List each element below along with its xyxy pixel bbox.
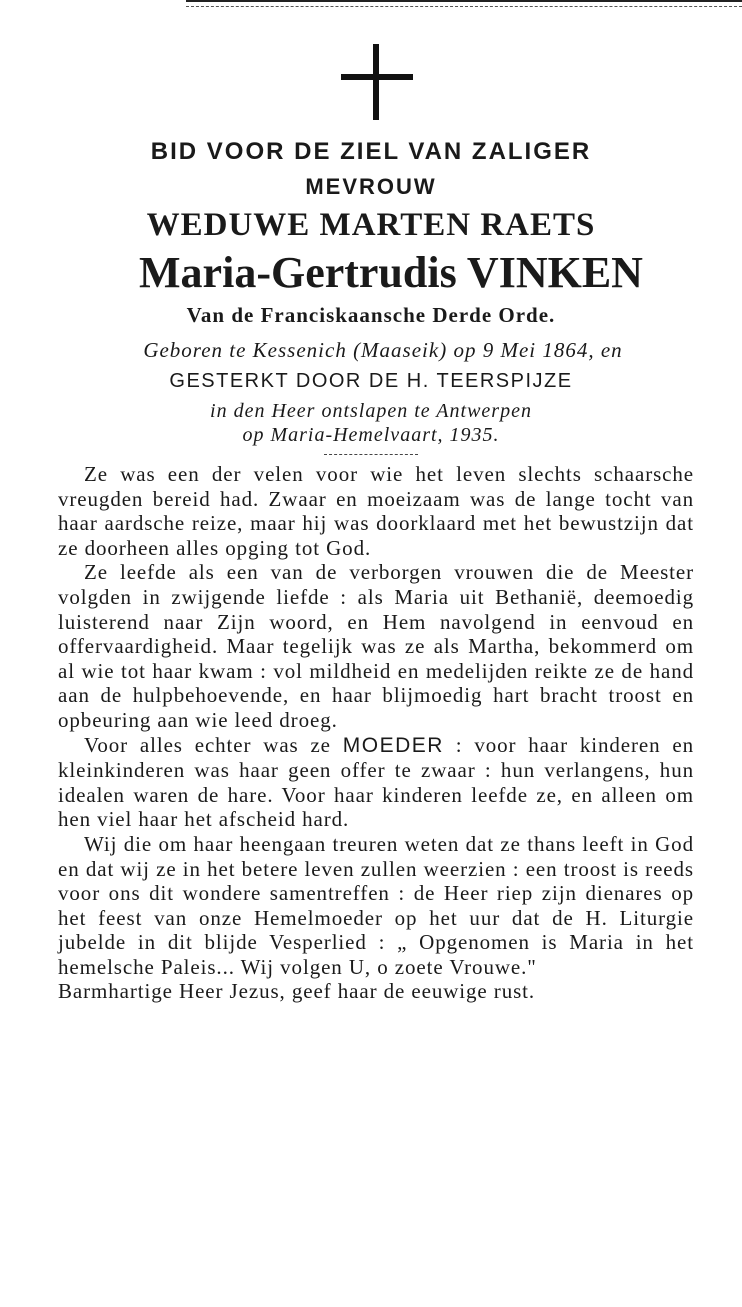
top-border-rule — [186, 0, 742, 7]
widow-of-line: WEDUWE MARTEN RAETS — [146, 207, 596, 243]
deceased-name: Maria-Gertrudis VINKEN — [139, 248, 643, 297]
cross-icon — [341, 44, 413, 120]
heading-mevrouw: MEVROUW — [305, 174, 437, 199]
sacrament-line: GESTERKT DOOR DE H. TEERSPIJZE — [169, 370, 573, 392]
paragraph-mother-intro: Voor alles echter was ze — [84, 732, 343, 757]
paragraph-mother — [58, 733, 694, 832]
paragraph-life: Ze was een der velen voor wie het leven slechts schaarsche vreugden bereid had. Zwaar en moeizaam was de lange tocht van haar aardsche reize, maar hij was doorklaard met het bewustzijn dat ze doorheen alles opging tot God. — [58, 462, 694, 560]
closing-prayer: Barmhartige Heer Jezus, geef haar de eeuwige rust. — [58, 979, 536, 1004]
death-place-line: in den Heer ontslapen te Antwerpen — [210, 400, 532, 422]
section-divider — [324, 454, 418, 455]
moeder-word: MOEDER — [342, 733, 444, 757]
paragraph-hope: Wij die om haar heengaan treuren weten dat ze thans leeft in God en dat wij ze in het betere leven zullen weerzien : een troost is reeds voor ons dit wondere samentreffen : de Heer riep zijn dienares op het feest van onze Hemelmoeder op het uur dat de H. Liturgie jubelde in dit blijde Vesperlied : „ Opgenomen is Maria in het hemelsche Paleis... Wij volgen U, o zoete Vrouwe." — [58, 831, 694, 979]
paragraph-faith: Ze leefde als een van de verborgen vrouwen die de Meester volgden in zwijgende liefde : als Maria uit Bethanië, deemoedig luisterend naar Zijn woord, en Hem navolgend in eenvoud en offervaardigheid. Maar tegelijk was ze als Martha, bekommerd om al wie tot haar kwam : vol mildheid en medelijden reikte ze de hand aan de hulpbehoevende, en haar blijmoedig hart bracht troost en opbeuring aan wie leed droeg. — [58, 560, 694, 732]
memorial-text — [58, 462, 694, 1004]
heading-pray-for-soul: BID VOOR DE ZIEL VAN ZALIGER — [150, 138, 592, 165]
paragraph-mother-rest: : voor haar kinderen en kleinkinderen was haar geen offer te zwaar : hun verlangens, hun idealen waren de hare. Voor haar kinderen leefde ze, en alleen om hen viel haar het afscheid hard. — [58, 732, 695, 832]
birth-line: Geboren te Kessenich (Maaseik) op 9 Mei 1864, en — [143, 338, 623, 362]
death-date-line: op Maria-Hemelvaart, 1935. — [242, 424, 500, 446]
religious-order-line: Van de Franciskaansche Derde Orde. — [186, 303, 556, 327]
